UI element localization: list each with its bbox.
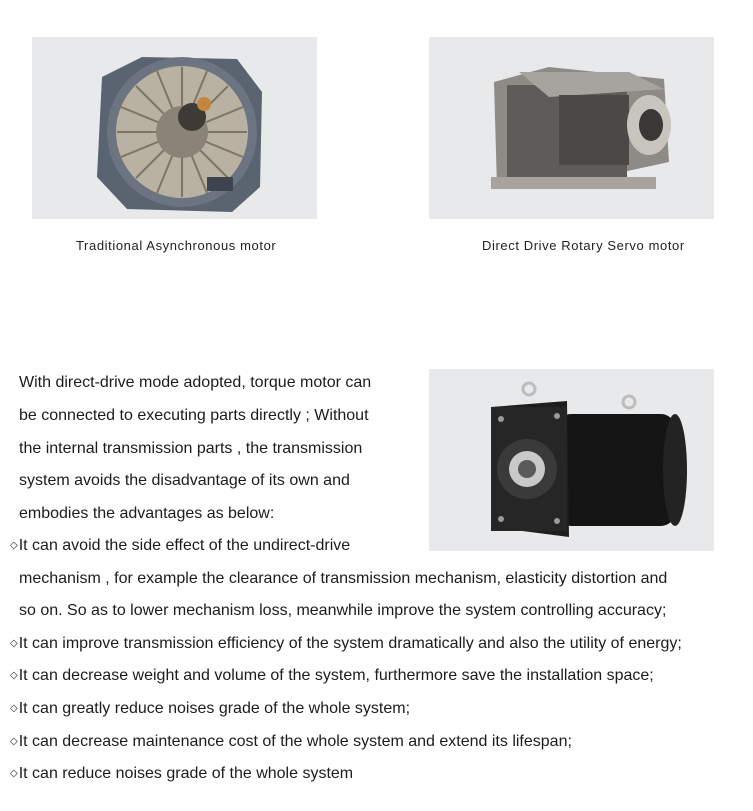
diamond-icon: ◇ [10,768,18,780]
diamond-icon: ◇ [10,735,18,747]
torque-motor-photo [429,369,714,551]
intro-line: embodies the advantages as below: [19,505,275,523]
traditional-motor-caption: Traditional Asynchronous motor [76,238,277,253]
asynchronous-motor-photo [32,37,317,219]
asynchronous-motor-icon [32,37,317,219]
advantage-item-continued: so on. So as to lower mechanism loss, meanwhile improve the system controlling accuracy; [19,602,667,620]
intro-line: With direct-drive mode adopted, torque motor can [19,374,372,391]
diamond-icon: ◇ [10,637,18,649]
advantage-item: ◇It can decrease weight and volume of the system, furthermore save the installation space; [10,667,654,685]
servo-motor-photo [429,37,714,219]
diamond-icon: ◇ [10,670,18,682]
advantage-item-continued: mechanism , for example the clearance of transmission mechanism, elasticity distortion and [19,569,668,587]
advantage-item: ◇It can greatly reduce noises grade of the whole system; [10,699,411,717]
torque-motor-icon [429,369,714,551]
diamond-icon: ◇ [10,540,18,551]
intro-paragraph [19,367,414,531]
servo-motor-icon [429,37,714,219]
intro-line: system avoids the disadvantage of its own and [19,472,350,490]
intro-line: the internal transmission parts , the transmission [19,439,363,457]
advantage-item: ◇It can avoid the side effect of the undirect-drive [10,537,351,554]
advantage-item: ◇It can decrease maintenance cost of the whole system and extend its lifespan; [10,732,572,750]
advantages-list [10,530,750,791]
direct-drive-motor-caption: Direct Drive Rotary Servo motor [482,238,685,253]
diamond-icon: ◇ [10,702,18,714]
advantage-item: ◇It can reduce noises grade of the whole system [10,765,354,783]
advantage-item: ◇It can improve transmission efficiency of the system dramatically and also the utility of energy; [10,634,682,652]
intro-line: be connected to executing parts directly ; Without [19,406,369,424]
